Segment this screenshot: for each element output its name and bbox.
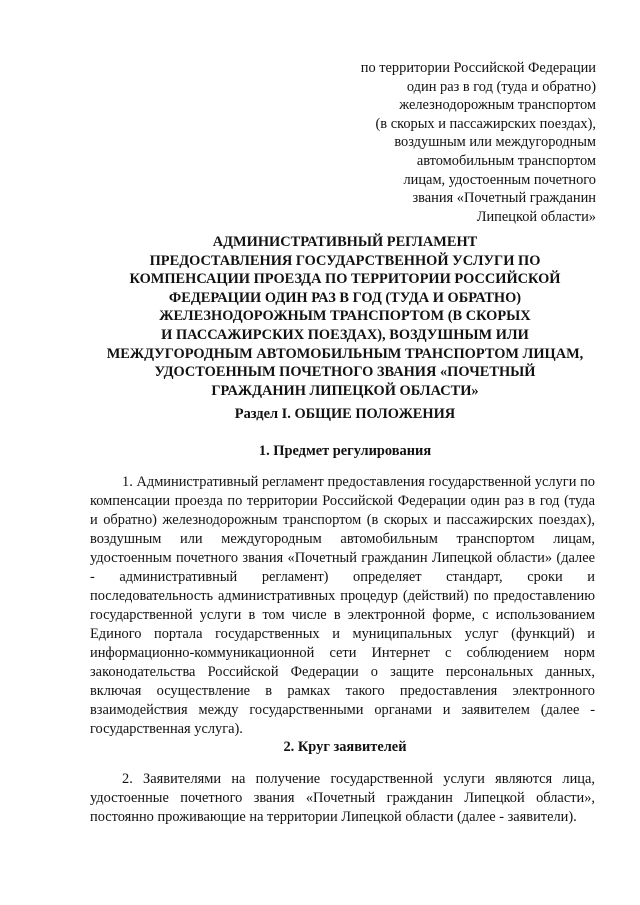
header-note-line: лицам, удостоенным почетного bbox=[403, 171, 596, 188]
header-note-line: звания «Почетный гражданин bbox=[412, 190, 596, 207]
header-note-line: по территории Российской Федерации bbox=[360, 60, 596, 76]
subsection-heading-subject: 1. Предмет регулирования bbox=[258, 443, 432, 459]
document-title-line: ЖЕЛЕЗНОДОРОЖНЫМ ТРАНСПОРТОМ (В СКОРЫХ bbox=[159, 308, 531, 325]
document-title-line: ГРАЖДАНИН ЛИПЕЦКОЙ ОБЛАСТИ» bbox=[211, 382, 479, 399]
header-note-line: Липецкой области» bbox=[476, 208, 596, 225]
header-note-line: один раз в год (туда и обратно) bbox=[406, 78, 596, 95]
document-title-line: И ПАССАЖИРСКИХ ПОЕЗДАХ), ВОЗДУШНЫМ ИЛИ bbox=[161, 326, 529, 343]
header-note bbox=[300, 59, 596, 226]
document-title-line: УДОСТОЕННЫМ ПОЧЕТНОГО ЗВАНИЯ «ПОЧЕТНЫЙ bbox=[154, 364, 536, 381]
subsection-heading-applicants: 2. Круг заявителей bbox=[283, 739, 407, 755]
document-title-line: КОМПЕНСАЦИИ ПРОЕЗДА ПО ТЕРРИТОРИИ РОССИЙСКОЙ bbox=[129, 271, 561, 288]
header-note-line: (в скорых и пассажирских поездах), bbox=[375, 115, 596, 132]
document-title-line: ПРЕДОСТАВЛЕНИЯ ГОСУДАРСТВЕННОЙ УСЛУГИ ПО bbox=[149, 252, 541, 269]
header-note-line: железнодорожным транспортом bbox=[399, 97, 596, 114]
paragraph-applicants: 2. Заявителями на получение государственной услуги являются лица, удостоенные почетного звания «Почетный гражданин Липецкой области», постоянно проживающие на территории Липецкой области (далее - заявители). bbox=[90, 771, 595, 826]
header-note-line: воздушным или междугородным bbox=[394, 134, 596, 151]
paragraph-subject-of-regulation: 1. Административный регламент предоставления государственной услуги по компенсации проезда по территории Российской Федерации один раз в год (туда и обратно) железнодорожным транспортом (в скорых и пассажирских поездах), воздушным или междугородным автомобильным транспортом лицам, удостоенным почетного звания «Почетный гражданин Липецкой области» (далее - административный регламент) определяет стандарт, сроки и последовательность административных процедур (действий) по предоставлению государственной услуги в том числе в электронной форме, с использованием Единого портала государственных и муниципальных услуг (функций) и информационно-коммуникационной сети Интернет с соблюдением норм законодательства Российской Федерации о защите персональных данных, включая осуществление в рамках такого предоставления электронного взаимодействия между государственными органами и заявителем (далее - государственная услуга). bbox=[90, 474, 595, 738]
document-title-line: МЕЖДУГОРОДНЫМ АВТОМОБИЛЬНЫМ ТРАНСПОРТОМ ЛИЦАМ, bbox=[106, 345, 584, 362]
document-title bbox=[100, 233, 590, 400]
header-note-line: автомобильным транспортом bbox=[416, 152, 596, 169]
section-heading: Раздел I. ОБЩИЕ ПОЛОЖЕНИЯ bbox=[234, 406, 456, 422]
document-title-line: ФЕДЕРАЦИИ ОДИН РАЗ В ГОД (ТУДА И ОБРАТНО) bbox=[168, 289, 522, 306]
document-title-line: АДМИНИСТРАТИВНЫЙ РЕГЛАМЕНТ bbox=[212, 234, 478, 250]
